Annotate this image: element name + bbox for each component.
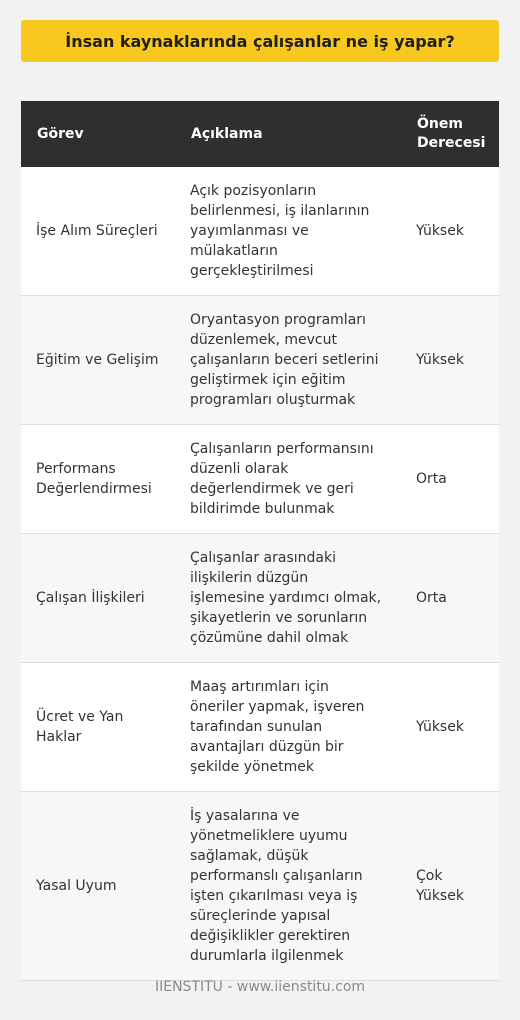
header-importance: Önem Derecesi	[401, 101, 499, 167]
page-title: İnsan kaynaklarında çalışanlar ne iş yapar?	[21, 20, 499, 62]
task-cell: Ücret ve Yan Haklar	[21, 663, 175, 792]
description-cell: Oryantasyon programları düzenlemek, mevcut çalışanların beceri setlerini geliştirmek için eğitim programları oluşturmak	[175, 296, 401, 425]
table-row	[21, 167, 499, 296]
importance-cell: Yüksek	[401, 663, 499, 792]
header-description: Açıklama	[175, 101, 401, 167]
task-cell: Eğitim ve Gelişim	[21, 296, 175, 425]
task-cell: Performans Değerlendirmesi	[21, 425, 175, 534]
importance-cell: Orta	[401, 534, 499, 663]
description-cell: Çalışanlar arasındaki ilişkilerin düzgün işlemesine yardımcı olmak, şikayetlerin ve sorunların çözümüne dahil olmak	[175, 534, 401, 663]
hr-tasks-table	[21, 101, 499, 981]
description-cell: İş yasalarına ve yönetmeliklere uyumu sağlamak, düşük performanslı çalışanların işten çıkarılması veya iş süreçlerinde yapısal değişiklikler gerektiren durumlarla ilgilenmek	[175, 792, 401, 981]
table-row	[21, 425, 499, 534]
footer-credit: IIENSTITU - www.iienstitu.com	[154, 979, 366, 995]
description-cell: Açık pozisyonların belirlenmesi, iş ilanlarının yayımlanması ve mülakatların gerçekleştirilmesi	[175, 167, 401, 296]
importance-cell: Yüksek	[401, 296, 499, 425]
table-row	[21, 296, 499, 425]
description-cell: Maaş artırımları için öneriler yapmak, işveren tarafından sunulan avantajları düzgün bir şekilde yönetmek	[175, 663, 401, 792]
importance-cell: Çok Yüksek	[401, 792, 499, 981]
importance-cell: Yüksek	[401, 167, 499, 296]
table-row	[21, 534, 499, 663]
task-cell: Yasal Uyum	[21, 792, 175, 981]
header-task: Görev	[21, 101, 175, 167]
importance-cell: Orta	[401, 425, 499, 534]
task-cell: Çalışan İlişkileri	[21, 534, 175, 663]
table-row	[21, 663, 499, 792]
table-row	[21, 792, 499, 981]
task-cell: İşe Alım Süreçleri	[21, 167, 175, 296]
table-header-row	[21, 101, 499, 167]
description-cell: Çalışanların performansını düzenli olarak değerlendirmek ve geri bildirimde bulunmak	[175, 425, 401, 534]
